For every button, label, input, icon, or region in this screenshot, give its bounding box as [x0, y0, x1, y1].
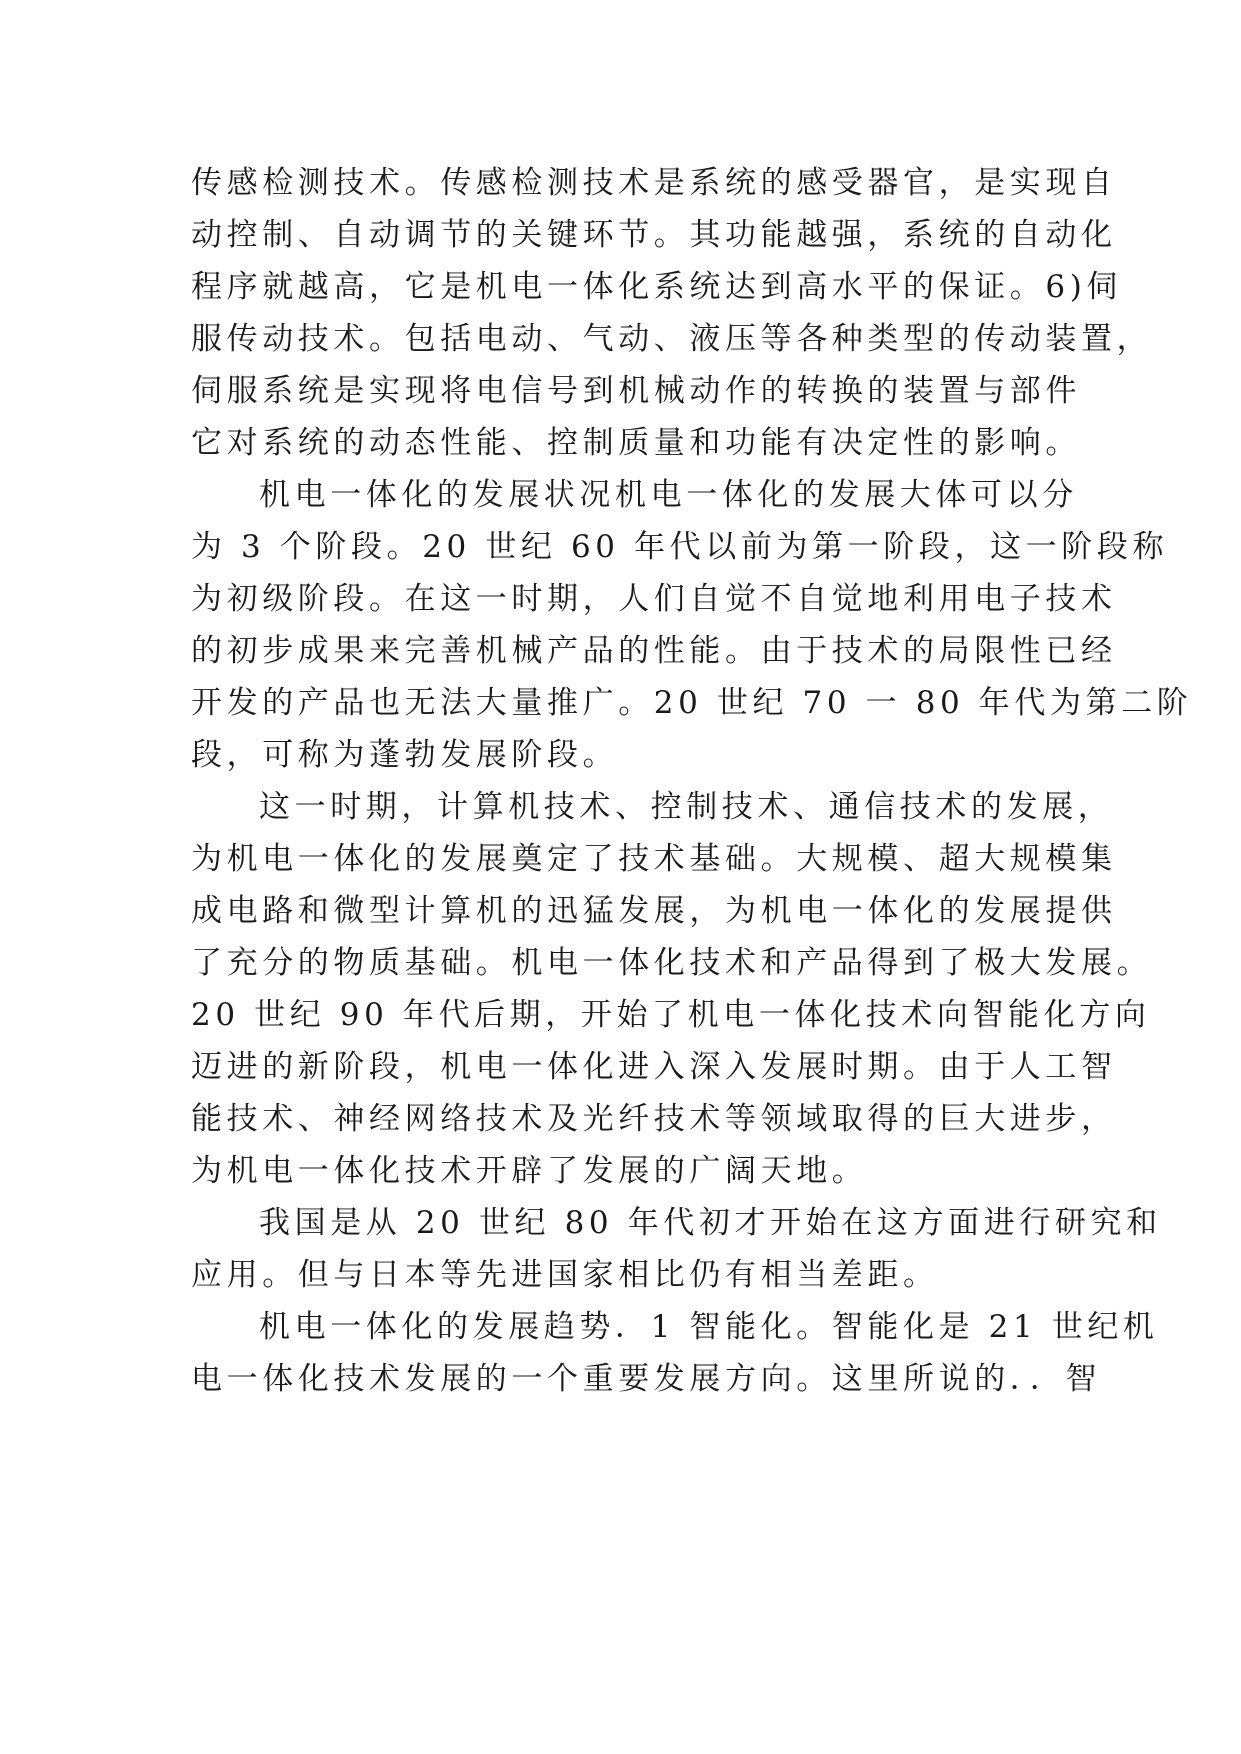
text-line: 开发的产品也无法大量推广。20 世纪 70 一 80 年代为第二阶 — [191, 685, 1193, 721]
text-line: 为 3 个阶段。20 世纪 60 年代以前为第一阶段，这一阶段称 — [191, 529, 1169, 565]
text-line: 为机电一体化的发展奠定了技术基础。大规模、超大规模集 — [191, 841, 1117, 877]
paragraph-development-trend — [191, 1301, 1159, 1405]
text-line: 20 世纪 90 年代后期，开始了机电一体化技术向智能化方向 — [191, 997, 1151, 1033]
text-line: 了充分的物质基础。机电一体化技术和产品得到了极大发展。 — [191, 945, 1153, 981]
text-line: 为初级阶段。在这一时期，人们自觉不自觉地利用电子技术 — [191, 581, 1117, 617]
text-line: 它对系统的动态性能、控制质量和功能有决定性的影响。 — [191, 425, 1081, 461]
text-line: 能技术、神经网络技术及光纤技术等领域取得的巨大进步， — [191, 1101, 1117, 1137]
text-line: 段，可称为蓬勃发展阶段。 — [191, 737, 619, 773]
paragraph-second-stage — [191, 781, 1153, 1197]
text-line: 机电一体化的发展状况机电一体化的发展大体可以分 — [259, 477, 1078, 513]
paragraph-sensing-servo — [191, 157, 1153, 469]
text-line: 这一时期，计算机技术、控制技术、通信技术的发展， — [259, 789, 1114, 825]
paragraph-development-status — [191, 469, 1193, 781]
text-line: 成电路和微型计算机的迅猛发展，为机电一体化的发展提供 — [191, 893, 1117, 929]
text-line: 我国是从 20 世纪 80 年代初才开始在这方面进行研究和 — [259, 1205, 1162, 1241]
paragraph-china-research — [191, 1197, 1162, 1301]
text-line: 伺服系统是实现将电信号到机械动作的转换的装置与部件 — [191, 373, 1081, 409]
text-line: 动控制、自动调节的关键环节。其功能越强，系统的自动化 — [191, 217, 1117, 253]
text-line: 为机电一体化技术开辟了发展的广阔天地。 — [191, 1153, 868, 1189]
text-line: 应用。但与日本等先进国家相比仍有相当差距。 — [191, 1257, 939, 1293]
text-line: 迈进的新阶段，机电一体化进入深入发展时期。由于人工智 — [191, 1049, 1117, 1085]
text-line: 电一体化技术发展的一个重要发展方向。这里所说的．．智 — [191, 1361, 1102, 1397]
text-line: 服传动技术。包括电动、气动、液压等各种类型的传动装置， — [191, 321, 1153, 357]
text-line: 的初步成果来完善机械产品的性能。由于技术的局限性已经 — [191, 633, 1117, 669]
text-line: 传感检测技术。传感检测技术是系统的感受器官，是实现自 — [191, 165, 1117, 201]
text-line: 程序就越高，它是机电一体化系统达到高水平的保证。6)伺 — [191, 269, 1123, 305]
text-line: 机电一体化的发展趋势．1 智能化。智能化是 21 世纪机 — [259, 1309, 1159, 1345]
document-body — [191, 157, 1193, 1405]
